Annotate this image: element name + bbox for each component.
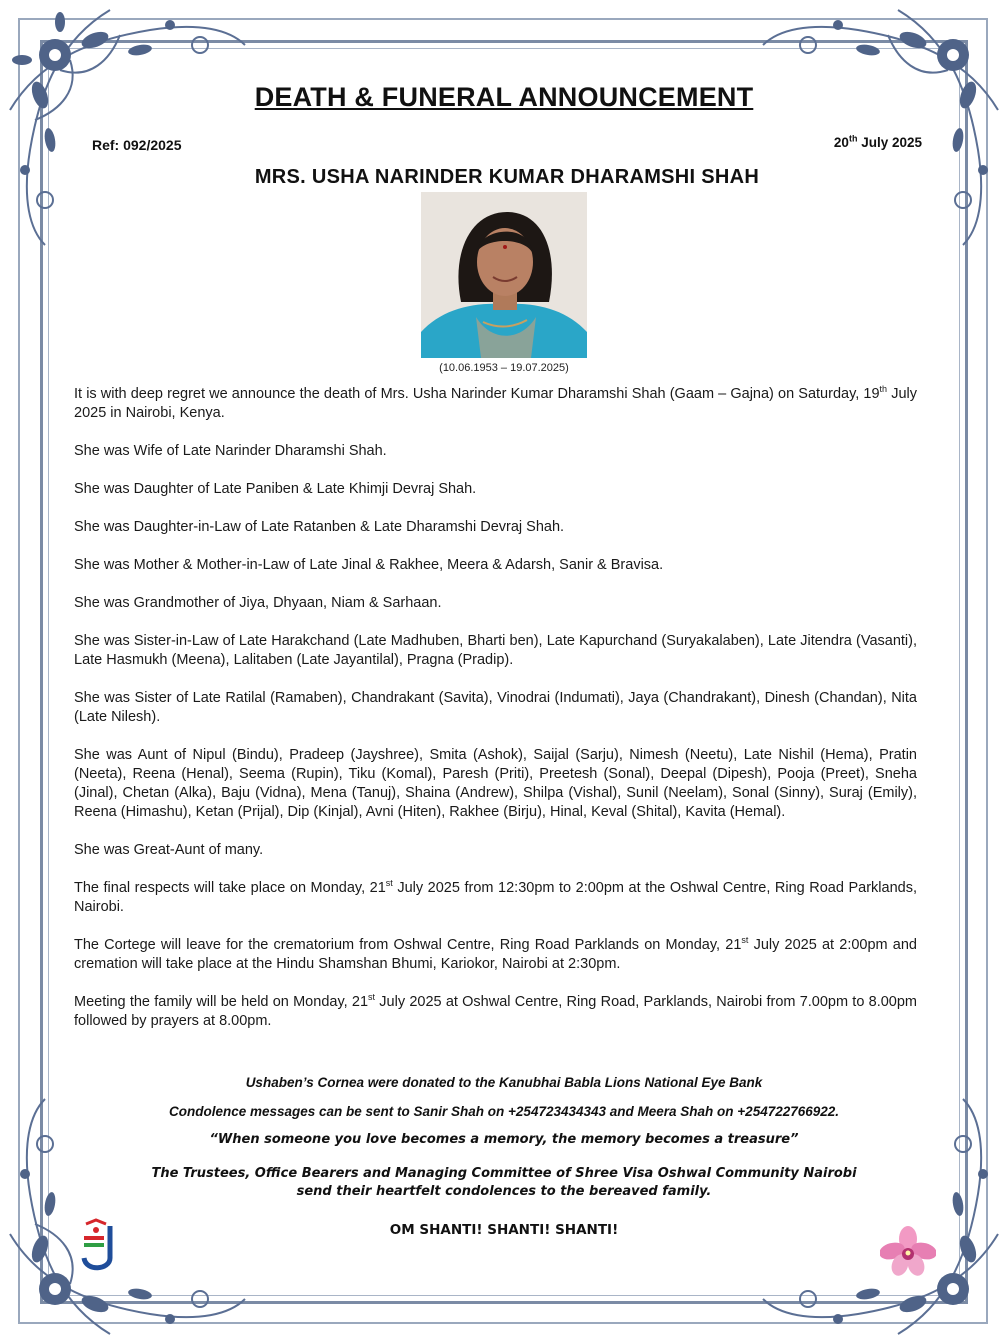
paragraph-family-meeting: Meeting the family will be held on Monday, 21st July 2025 at Oshwal Centre, Ring Road, Parklands, Nairobi from 7.00pm to 8.00pm followed by prayers at 8.00pm. (74, 992, 918, 1029)
paragraph-cortege: The Cortege will leave for the crematorium from Oshwal Centre, Ring Road Parklands on Monday, 21st July 2025 at 2:00pm and cremation will take place at the Hindu Shamshan Bhumi, Kariokor, Nairobi at 2:30pm. (74, 935, 917, 972)
om-shanti-line: OM SHANTI! SHANTI! SHANTI! (389, 1222, 619, 1238)
paragraph-final-respects: The final respects will take place on Monday, 21st July 2025 from 12:30pm to 2:00pm at the Oshwal Centre, Ring Road Parklands, Nairobi. (74, 878, 917, 915)
floral-corner-bottom-right-icon (748, 1084, 1008, 1344)
life-dates: (10.06.1953 – 19.07.2025) (439, 362, 569, 374)
paragraph-daughter-in-law: She was Daughter-in-Law of Late Ratanben & Late Dharamshi Devraj Shah. (74, 519, 565, 535)
trustees-condolence (60, 1165, 948, 1201)
paragraph-daughter: She was Daughter of Late Paniben & Late Khimji Devraj Shah. (74, 481, 477, 497)
paragraph-mother: She was Mother & Mother-in-Law of Late Jinal & Rakhee, Meera & Adarsh, Sanir & Bravisa. (74, 557, 664, 573)
cornea-donation-note: Ushaben’s Cornea were donated to the Kanubhai Babla Lions National Eye Bank (245, 1075, 763, 1090)
page-title: DEATH & FUNERAL ANNOUNCEMENT (254, 82, 754, 112)
paragraph-sister-in-law: She was Sister-in-Law of Late Harakchand (Late Madhuben, Bharti ben), Late Kapurchand (Suryakalaben), Late Jitendra (Vasanti), Late Hasmukh (Meena), Lalitaben (Late Jayantilal), Pragna (Pradip). (74, 633, 917, 668)
trustees-line-2: send their heartfelt condolences to the bereaved family. (296, 1184, 712, 1199)
paragraph-death-notice: It is with deep regret we announce the death of Mrs. Usha Narinder Kumar Dharamshi Shah (Gaam – Gajna) on Saturday, 19th July 2025 in Nairobi, Kenya. (74, 384, 917, 421)
condolence-contacts: Condolence messages can be sent to Sanir Shah on +254723434343 and Meera Shah on +254722766922. (168, 1104, 840, 1119)
announcement-body (74, 385, 917, 1050)
floral-corner-top-left-icon (0, 0, 260, 260)
memorial-quote: “When someone you love becomes a memory, the memory becomes a treasure” (209, 1132, 799, 1147)
floral-corner-top-right-icon (748, 0, 1008, 260)
deceased-name: MRS. USHA NARINDER KUMAR DHARAMSHI SHAH (254, 166, 760, 188)
paragraph-sister: She was Sister of Late Ratilal (Ramaben), Chandrakant (Savita), Vinodrai (Indumati), Jaya (Chandrakant), Dinesh (Chandan), Nita (Late Nilesh). (74, 690, 917, 725)
announcement-date: 20th July 2025 (833, 133, 922, 150)
portrait-photo (421, 192, 587, 358)
floral-corner-bottom-left-icon (0, 1084, 260, 1344)
paragraph-great-aunt: She was Great-Aunt of many. (74, 842, 264, 858)
paragraph-aunt: She was Aunt of Nipul (Bindu), Pradeep (Jayshree), Smita (Ashok), Saijal (Sarju), Nimesh (Neetu), Late Nishil (Hema), Pratin (Neeta), Reena (Henal), Seema (Rupin), Tiku (Komal), Paresh (Priti), Preetesh (Sonal), Deepal (Dipesh), Pooja (Preet), Sneha (Jinal), Chetan (Alka), Baju (Vidna), Mena (Tanuj), Shaina (Andrew), Shilpa (Vishal), Sunil (Neelam), Sonal (Sinny), Suraj (Emily), Reena (Himashu), Ketan (Prijal), Dip (Kinjal), Avni (Hiten), Rakhee (Birju), Hinal, Keval (Shital), Kavita (Hemal). (74, 747, 917, 820)
orchid-flower-icon (880, 1225, 936, 1277)
community-logo-icon (80, 1218, 120, 1274)
paragraph-wife: She was Wife of Late Narinder Dharamshi Shah. (74, 443, 387, 459)
reference-number: Ref: 092/2025 (92, 137, 182, 153)
trustees-line-1: The Trustees, Office Bearers and Managing Committee of Shree Visa Oshwal Community Nairobi (151, 1166, 857, 1181)
paragraph-grandmother: She was Grandmother of Jiya, Dhyaan, Niam & Sarhaan. (74, 595, 442, 611)
